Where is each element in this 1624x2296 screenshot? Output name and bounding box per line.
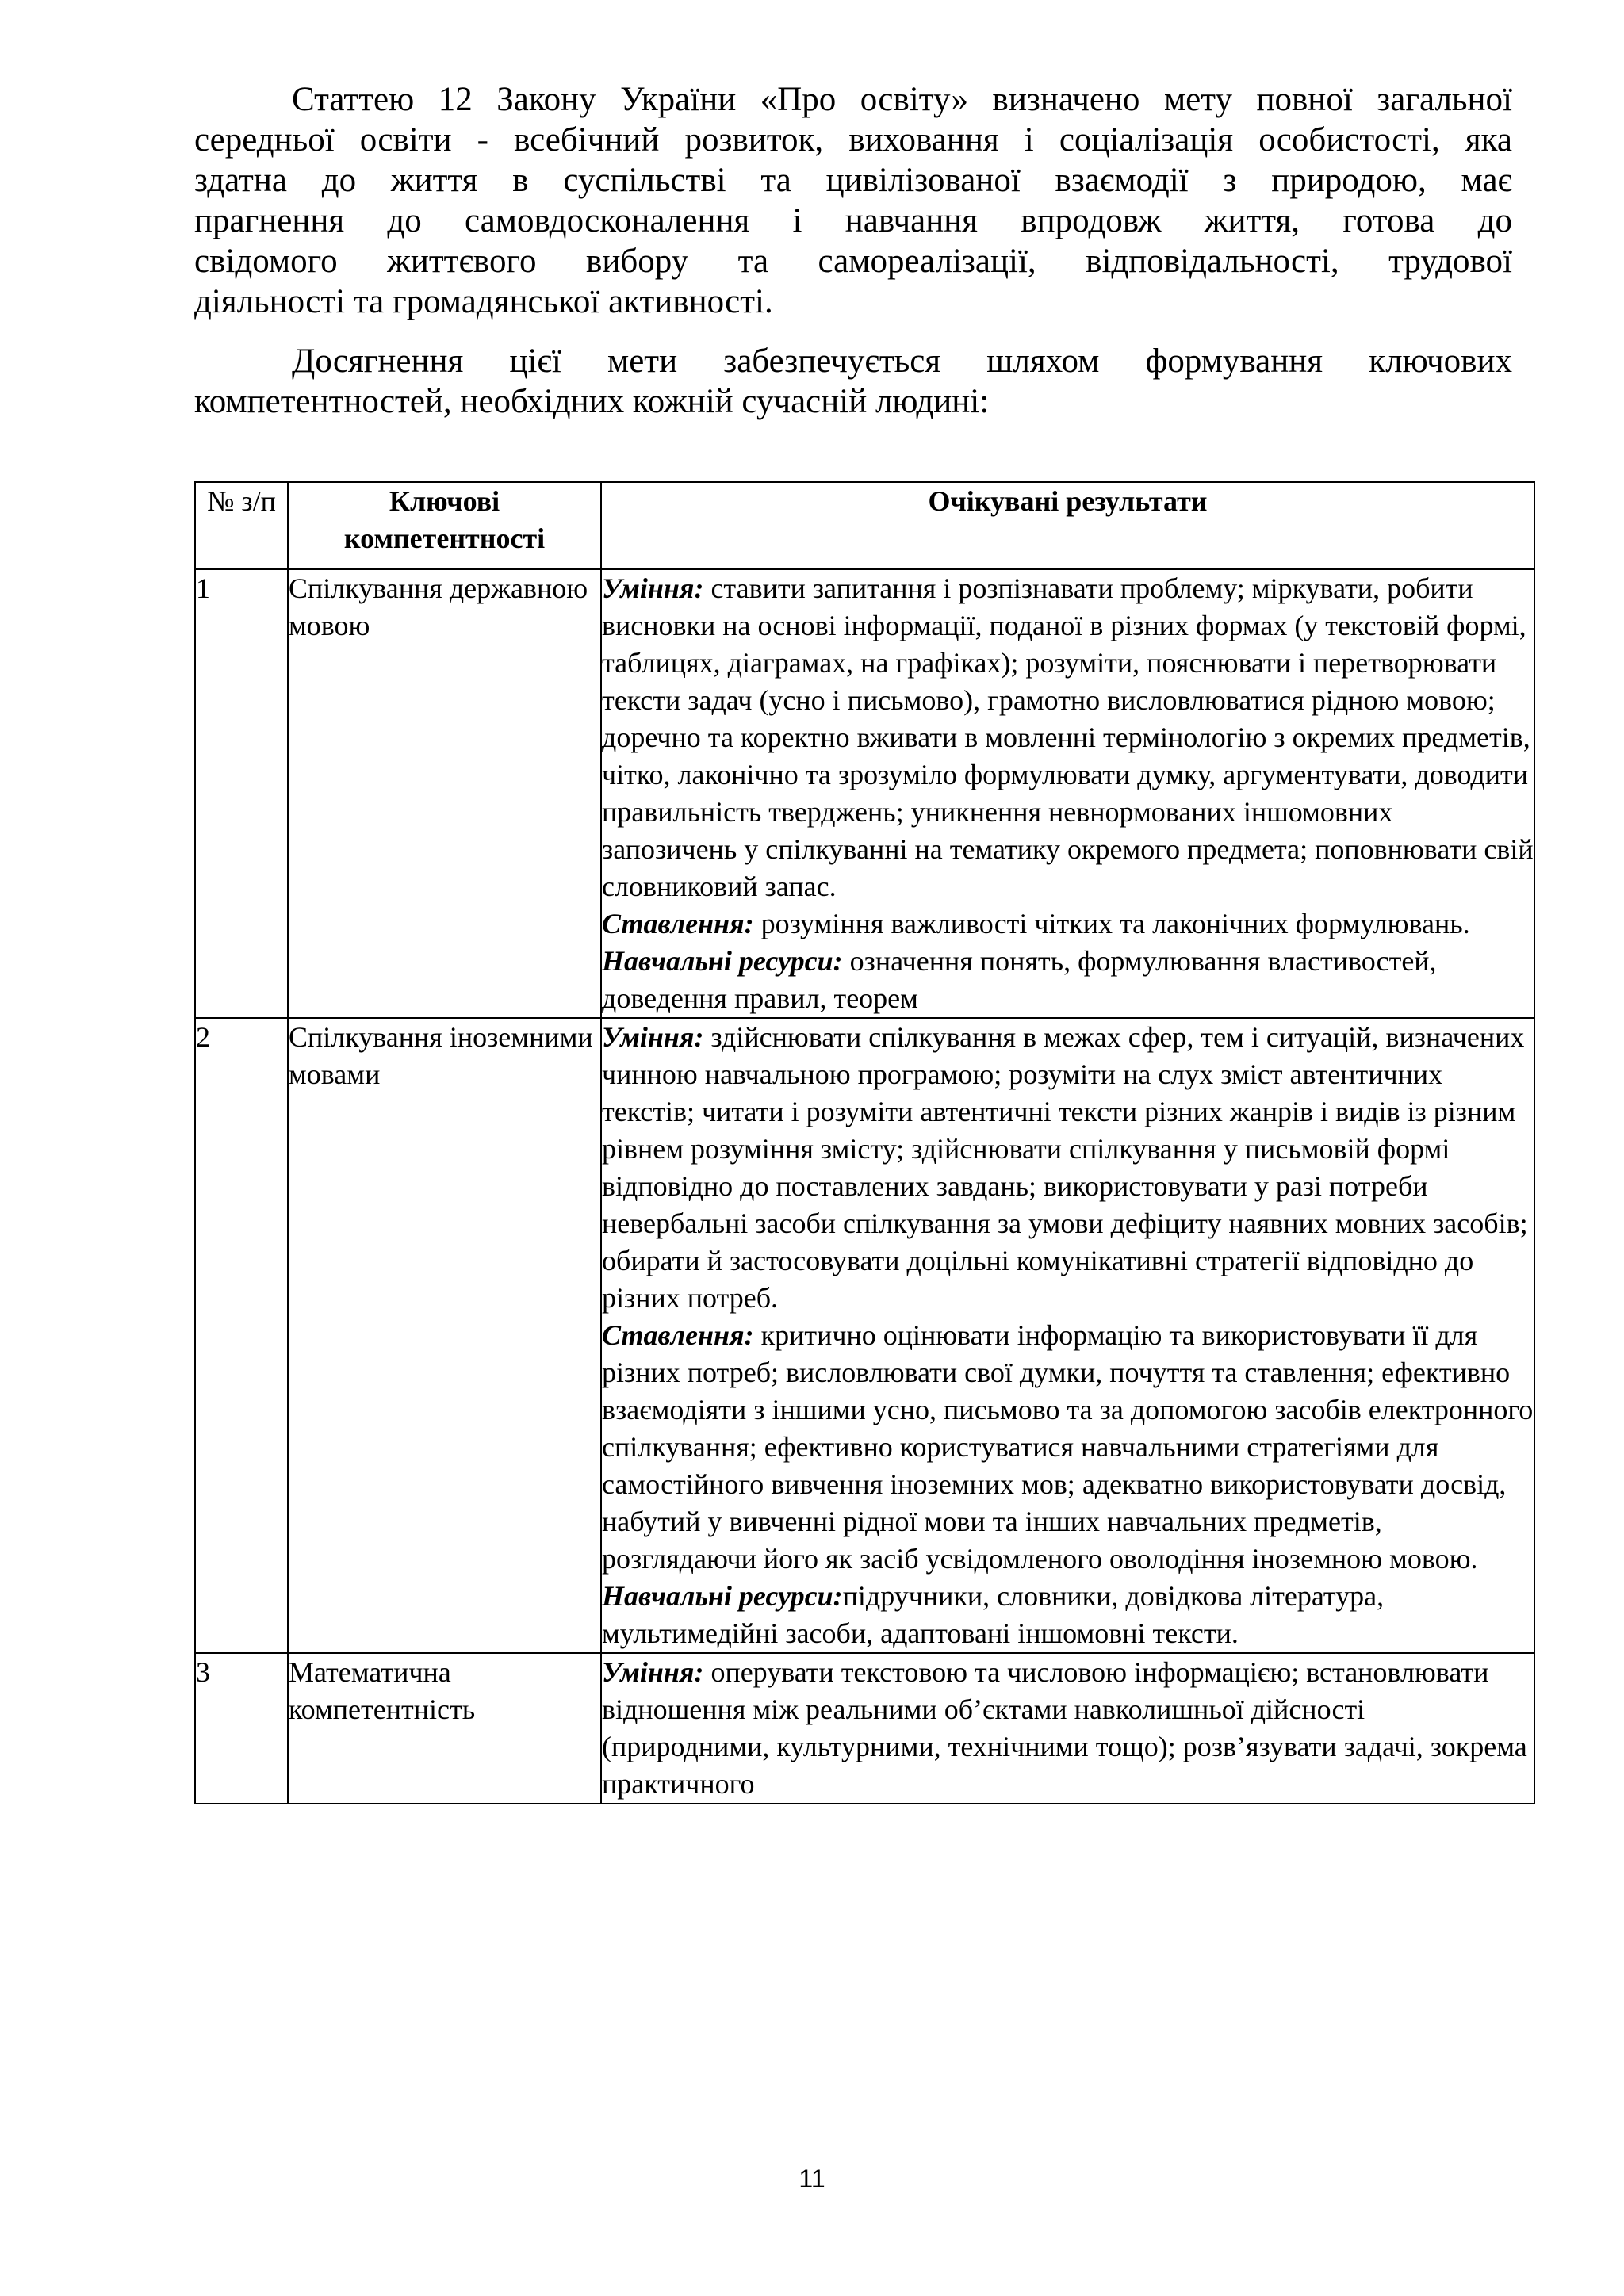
competence-name: Спілкування іноземними мовами	[288, 1018, 601, 1653]
skills-text: ставити запитання і розпізнавати проблему; міркувати, робити висновки на основі інформації, поданої в різних формах (у текстовій формі, таблицях, діаграмах, на графіках); розуміти, пояснювати і перетворювати тексти задач (усно і письмово), грамотно висловлюватися рідною мовою; доречно та коректно вживати в мовленні термінологію з окремих предметів, чітко, лаконічно та зрозуміло формулювати думку, аргументувати, доводити правильність тверджень; уникнення невнормованих іншомовних запозичень у спілкуванні на тематику окремого предмета; поповнювати свій словниковий запас.	[602, 572, 1534, 902]
row-number: 1	[195, 569, 288, 1018]
page-number: 11	[799, 2164, 825, 2193]
text-line: компетентностей, необхідних кожній сучасній людині:	[194, 383, 990, 420]
resources-text: означення понять, формулювання властивостей, доведення правил, теорем	[602, 945, 1437, 1014]
table-header-row	[195, 482, 1534, 569]
table-row	[195, 1653, 1534, 1804]
attitude-label: Ставлення:	[602, 1319, 754, 1351]
row-number: 3	[195, 1653, 288, 1804]
intro-paragraph-1	[194, 79, 1512, 322]
row-number: 2	[195, 1018, 288, 1653]
text-line: діяльності та громадянської активності.	[194, 283, 773, 320]
header-results: Очікувані результати	[601, 482, 1534, 569]
resources-text: підручники, словники, довідкова література, мультимедійні засоби, адаптовані іншомовні тексти.	[602, 1580, 1385, 1649]
attitude-text: критично оцінювати інформацію та використовувати її для різних потреб; висловлювати свої думки, почуття та ставлення; ефективно взаємодіяти з іншими усно, письмово та за допомогою засобів електронного спілкування; ефективно користуватися навчальними стратегіями для самостійного вивчення іноземних мов; адекватно використовувати досвід, набутий у вивченні рідної мови та інших навчальних предметів, розглядаючи його як засіб усвідомленого оволодіння іноземною мовою.	[602, 1319, 1534, 1575]
intro-paragraph-2	[194, 341, 1512, 422]
text-line: середньої освіти - всебічний розвиток, виховання і соціалізація особистості, яка	[194, 121, 1512, 159]
skills-text: оперувати текстовою та числовою інформацією; встановлювати відношення між реальними об’єктами навколишньої дійсності (природними, культурними, технічними тощо); розв’язувати задачі, зокрема практичного	[602, 1656, 1527, 1800]
text-line: Досягнення цієї мети забезпечується шляхом формування ключових	[292, 342, 1512, 380]
resources-label: Навчальні ресурси:	[602, 945, 843, 977]
expected-results	[601, 1018, 1534, 1653]
skills-label: Уміння:	[602, 572, 704, 604]
table-row	[195, 1018, 1534, 1653]
attitude-text: розуміння важливості чітких та лаконічних формулювань.	[753, 908, 1470, 939]
text-line: Статтею 12 Закону України «Про освіту» визначено мету повної загальної	[292, 81, 1512, 118]
text-line: свідомого життєвого вибору та самореалізації, відповідальності, трудової	[194, 243, 1512, 280]
resources-label: Навчальні ресурси:	[602, 1580, 843, 1612]
competence-name: Математична компетентність	[288, 1653, 601, 1804]
text-line: здатна до життя в суспільстві та цивілізованої взаємодії з природою, має	[194, 162, 1512, 199]
header-number: № з/п	[195, 482, 288, 569]
competence-name: Спілкування державною мовою	[288, 569, 601, 1018]
table-row	[195, 569, 1534, 1018]
expected-results	[601, 1653, 1534, 1804]
competences-table	[194, 481, 1535, 1804]
skills-label: Уміння:	[602, 1021, 704, 1053]
attitude-label: Ставлення:	[602, 908, 754, 939]
expected-results	[601, 569, 1534, 1018]
skills-text: здійснювати спілкування в межах сфер, тем і ситуацій, визначених чинною навчальною програмою; розуміти на слух зміст автентичних текстів; читати і розуміти автентичні тексти різних жанрів і видів із різним рівнем розуміння змісту; здійснювати спілкування у письмовій формі відповідно до поставлених завдань; використовувати у разі потреби невербальні засоби спілкування за умови дефіциту наявних мовних засобів; обирати й застосовувати доцільні комунікативні стратегії відповідно до різних потреб.	[602, 1021, 1528, 1314]
skills-label: Уміння:	[602, 1656, 704, 1688]
text-line: прагнення до самовдосконалення і навчання впродовж життя, готова до	[194, 202, 1512, 239]
header-competence: Ключові компетентності	[288, 482, 601, 569]
